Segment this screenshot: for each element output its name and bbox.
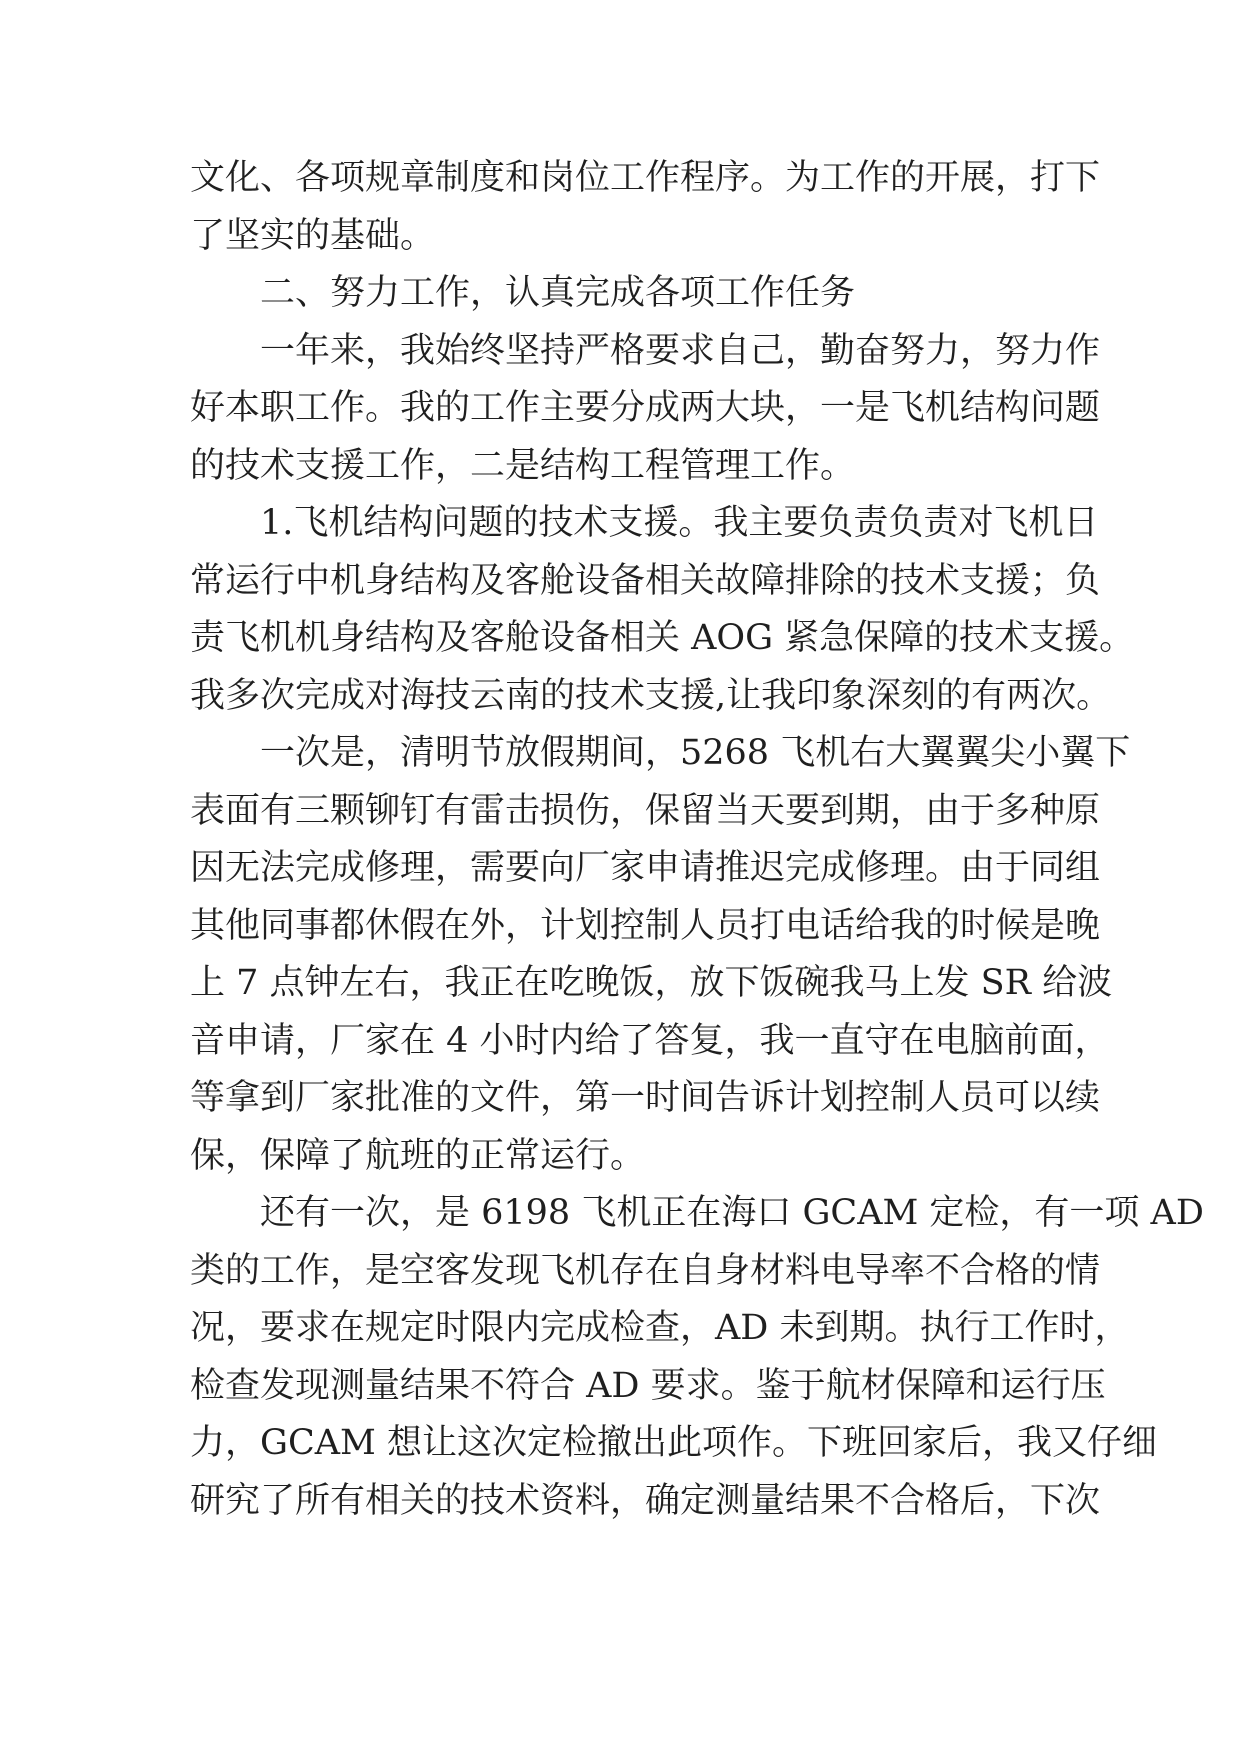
- section-heading: 二、努力工作，认真完成各项工作任务: [260, 273, 856, 313]
- text-line: 我多次完成对海技云南的技术支援,让我印象深刻的有两次。: [190, 675, 1112, 716]
- text-line: 的技术支援工作，二是结构工程管理工作。: [190, 445, 856, 486]
- text-line: 1.飞机结构问题的技术支援。我主要负责负责对飞机日: [260, 503, 1099, 543]
- text-line: 好本职工作。我的工作主要分成两大块，一是飞机结构问题: [190, 388, 1101, 428]
- text-line: 因无法完成修理，需要向厂家申请推迟完成修理。由于同组: [190, 848, 1101, 888]
- text-line: 其他同事都休假在外，计划控制人员打电话给我的时候是晚: [190, 905, 1101, 946]
- text-line: 一次是，清明节放假期间，5268 飞机右大翼翼尖小翼下: [260, 733, 1131, 773]
- text-line: 保，保障了航班的正常运行。: [190, 1135, 646, 1176]
- text-line: 了坚实的基础。: [190, 215, 436, 256]
- text-line: 一年来，我始终坚持严格要求自己，勤奋努力，努力作: [260, 330, 1101, 371]
- text-line: 研究了所有相关的技术资料，确定测量结果不合格后，下次: [190, 1480, 1101, 1521]
- text-line: 等拿到厂家批准的文件，第一时间告诉计划控制人员可以续: [190, 1078, 1101, 1118]
- text-line: 音申请，厂家在 4 小时内给了答复，我一直守在电脑前面，: [190, 1020, 1110, 1061]
- text-line: 况，要求在规定时限内完成检查，AD 未到期。执行工作时，: [190, 1308, 1130, 1348]
- text-line: 检查发现测量结果不符合 AD 要求。鉴于航材保障和运行压: [190, 1365, 1106, 1406]
- text-line: 上 7 点钟左右，我正在吃晚饭，放下饭碗我马上发 SR 给波: [190, 963, 1113, 1003]
- text-line: 力，GCAM 想让这次定检撤出此项作。下班回家后，我又仔细: [190, 1423, 1157, 1463]
- text-line: 还有一次，是 6198 飞机正在海口 GCAM 定检，有一项 AD: [260, 1193, 1204, 1233]
- text-line: 常运行中机身结构及客舱设备相关故障排除的技术支援；负: [190, 560, 1101, 601]
- text-line: 表面有三颗铆钉有雷击损伤，保留当天要到期，由于多种原: [190, 790, 1101, 831]
- text-line: 文化、各项规章制度和岗位工作程序。为工作的开展，打下: [190, 158, 1101, 198]
- text-line: 类的工作，是空客发现飞机存在自身材料电导率不合格的情: [190, 1250, 1101, 1291]
- text-line: 责飞机机身结构及客舱设备相关 AOG 紧急保障的技术支援。: [190, 618, 1135, 658]
- document-body: [190, 150, 1204, 1530]
